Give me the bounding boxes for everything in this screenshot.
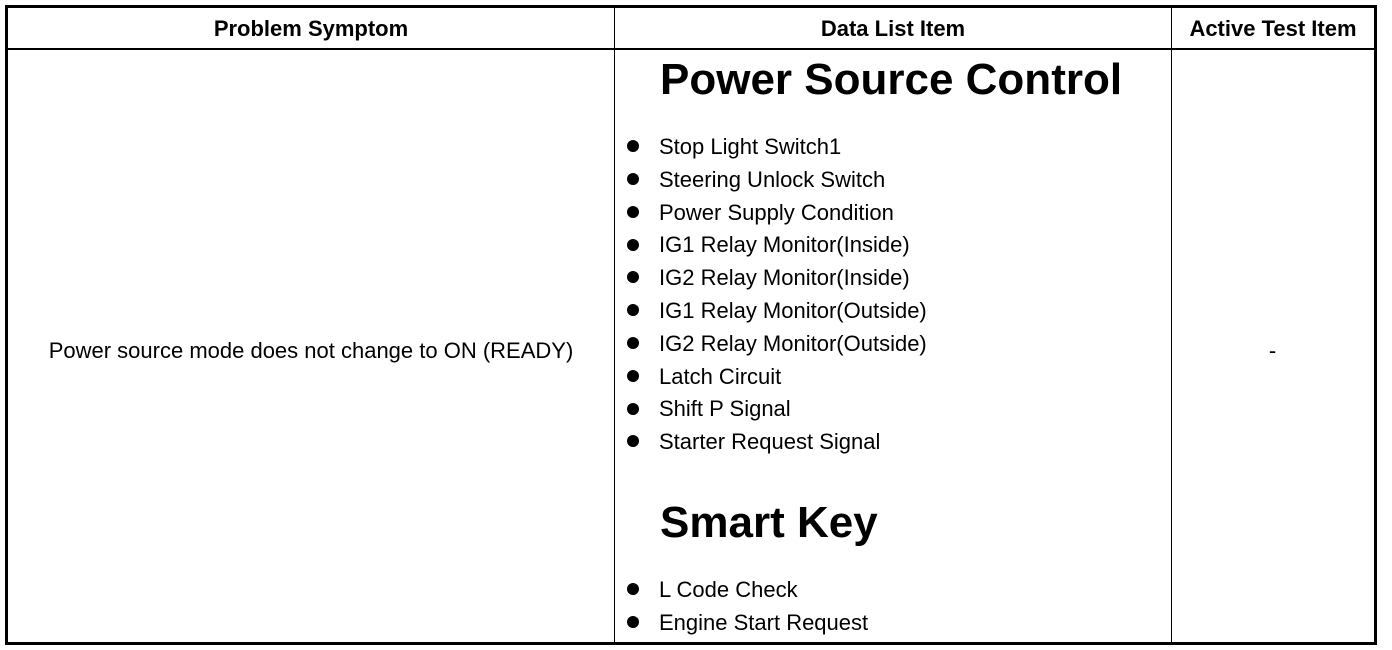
section-title: Smart Key [660, 498, 878, 547]
bullet-icon [627, 616, 639, 628]
bullet-icon [627, 206, 639, 218]
list-item [627, 575, 798, 605]
list-item [627, 230, 910, 260]
symptom-cell [8, 50, 614, 642]
bullet-icon [627, 370, 639, 382]
list-item-label: Latch Circuit [659, 363, 782, 389]
bullet-icon [627, 239, 639, 251]
bullet-icon [627, 435, 639, 447]
list-item-label: Stop Light Switch1 [659, 134, 842, 159]
list-item [627, 608, 868, 638]
list-item [627, 427, 880, 457]
list-item-label: Shift P Signal [659, 396, 791, 422]
list-item [627, 296, 927, 326]
list-item-label: IG1 Relay Monitor(Outside) [659, 298, 927, 323]
header-active-test-item: Active Test Item [1189, 16, 1357, 41]
list-item-label: IG2 Relay Monitor(Inside) [659, 265, 910, 291]
header-problem-symptom: Problem Symptom [213, 16, 409, 41]
bullet-icon [627, 140, 639, 152]
list-item [627, 394, 791, 424]
list-item [627, 198, 894, 228]
list-item-label: Steering Unlock Switch [659, 166, 886, 192]
column-divider [614, 8, 615, 642]
bullet-icon [627, 173, 639, 185]
bullet-icon [627, 271, 639, 283]
bullet-icon [627, 403, 639, 415]
bullet-icon [627, 337, 639, 349]
list-item-label: Power Supply Condition [659, 199, 894, 225]
list-item-label: IG2 Relay Monitor(Outside) [659, 330, 927, 356]
list-item [627, 362, 781, 392]
list-item [627, 132, 841, 162]
list-item-label: Engine Start Request [659, 609, 869, 635]
active-test-cell [1171, 50, 1374, 642]
list-item-label: IG1 Relay Monitor(Inside) [659, 232, 910, 258]
header-data-list-item: Data List Item [820, 16, 966, 41]
bullet-icon [627, 583, 639, 595]
bullet-icon [627, 304, 639, 316]
symptom-text: Power source mode does not change to ON (READY) [48, 338, 574, 363]
list-item [627, 329, 927, 359]
list-item-label: L Code Check [659, 577, 798, 602]
active-test-text: - [1268, 338, 1277, 363]
list-item [627, 263, 910, 293]
section-title: Power Source Control [660, 55, 1123, 104]
list-item [627, 165, 885, 195]
list-item-label: Starter Request Signal [659, 429, 881, 455]
